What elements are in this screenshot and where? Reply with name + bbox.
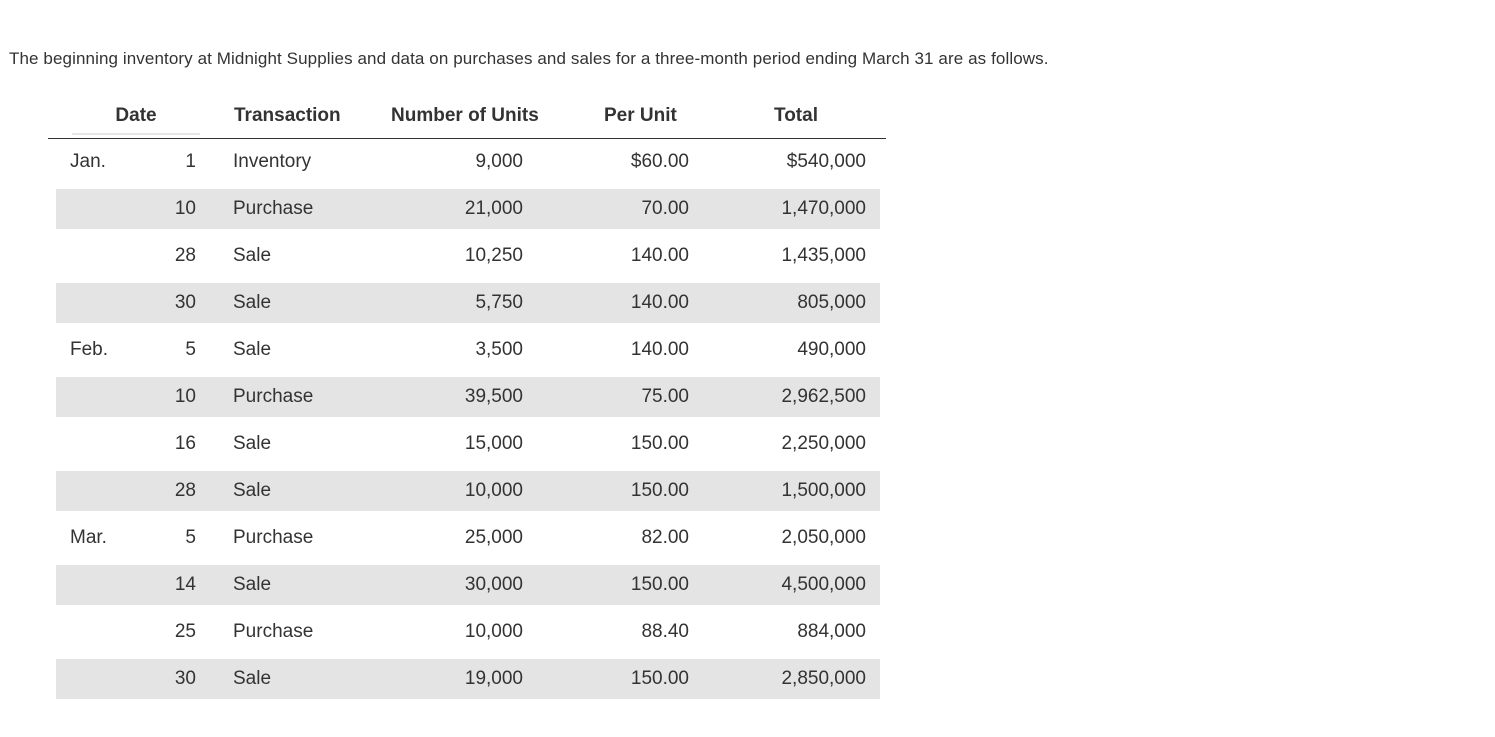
row-total: 2,962,500 [781, 386, 866, 407]
header-transaction: Transaction [234, 105, 341, 126]
row-total: 884,000 [797, 621, 866, 642]
table-row [56, 518, 880, 558]
table-row [56, 612, 880, 652]
row-month: Mar. [70, 527, 107, 548]
row-per-unit: 75.00 [641, 386, 689, 407]
row-per-unit: 140.00 [630, 292, 689, 313]
row-day: 10 [174, 386, 196, 407]
row-per-unit: 150.00 [630, 480, 689, 501]
row-transaction: Sale [233, 668, 272, 689]
intro-text: The beginning inventory at Midnight Supplies and data on purchases and sales for a three-month period ending March 31 are as follows. [9, 49, 1049, 68]
row-transaction: Sale [233, 574, 272, 595]
row-units: 15,000 [464, 433, 523, 454]
table-row [56, 424, 880, 464]
row-transaction: Purchase [233, 198, 314, 219]
row-units: 30,000 [464, 574, 523, 595]
row-units: 21,000 [464, 198, 523, 219]
row-day: 28 [174, 245, 196, 266]
table-row [56, 236, 880, 276]
row-units: 5,750 [475, 292, 523, 313]
table-row [56, 189, 880, 229]
row-per-unit: $60.00 [630, 151, 689, 172]
table-header [48, 96, 886, 139]
row-transaction: Purchase [233, 621, 314, 642]
row-total: 805,000 [797, 292, 866, 313]
table-row [56, 377, 880, 417]
row-day: 16 [174, 433, 196, 454]
row-total: 1,500,000 [781, 480, 866, 501]
row-total: 1,435,000 [781, 245, 866, 266]
table-row [56, 659, 880, 699]
header-date: Date [72, 105, 200, 135]
row-transaction: Purchase [233, 527, 314, 548]
table-row [56, 330, 880, 370]
row-per-unit: 70.00 [641, 198, 689, 219]
row-day: 5 [185, 339, 196, 360]
row-total: 4,500,000 [781, 574, 866, 595]
row-day: 10 [174, 198, 196, 219]
table-body [56, 142, 880, 699]
row-total: 490,000 [797, 339, 866, 360]
row-units: 10,000 [464, 480, 523, 501]
row-transaction: Sale [233, 245, 272, 266]
row-day: 14 [174, 574, 196, 595]
row-day: 30 [174, 292, 196, 313]
row-day: 30 [174, 668, 196, 689]
row-units: 10,000 [464, 621, 523, 642]
row-units: 39,500 [464, 386, 523, 407]
row-units: 25,000 [464, 527, 523, 548]
row-per-unit: 140.00 [630, 339, 689, 360]
table-row [56, 142, 880, 182]
row-total: 2,850,000 [781, 668, 866, 689]
row-per-unit: 150.00 [630, 433, 689, 454]
row-per-unit: 150.00 [630, 574, 689, 595]
row-month: Jan. [70, 151, 106, 172]
row-transaction: Sale [233, 433, 272, 454]
row-transaction: Sale [233, 480, 272, 501]
row-per-unit: 150.00 [630, 668, 689, 689]
row-per-unit: 82.00 [641, 527, 689, 548]
table-row [56, 471, 880, 511]
row-units: 10,250 [464, 245, 523, 266]
row-total: 2,250,000 [781, 433, 866, 454]
row-total: $540,000 [786, 151, 866, 172]
row-transaction: Purchase [233, 386, 314, 407]
row-day: 5 [185, 527, 196, 548]
row-month: Feb. [70, 339, 109, 360]
row-per-unit: 88.40 [641, 621, 689, 642]
row-total: 2,050,000 [781, 527, 866, 548]
table-row [56, 565, 880, 605]
row-units: 9,000 [475, 151, 523, 172]
row-units: 3,500 [475, 339, 523, 360]
row-transaction: Inventory [233, 151, 312, 172]
row-day: 28 [174, 480, 196, 501]
row-units: 19,000 [464, 668, 523, 689]
row-day: 25 [174, 621, 196, 642]
row-day: 1 [185, 151, 196, 172]
table-row [56, 283, 880, 323]
header-total: Total [774, 105, 818, 126]
row-transaction: Sale [233, 339, 272, 360]
header-per-unit: Per Unit [604, 105, 677, 126]
inventory-table [48, 96, 886, 699]
row-transaction: Sale [233, 292, 272, 313]
header-number-of-units: Number of Units [391, 105, 539, 126]
row-per-unit: 140.00 [630, 245, 689, 266]
row-total: 1,470,000 [781, 198, 866, 219]
